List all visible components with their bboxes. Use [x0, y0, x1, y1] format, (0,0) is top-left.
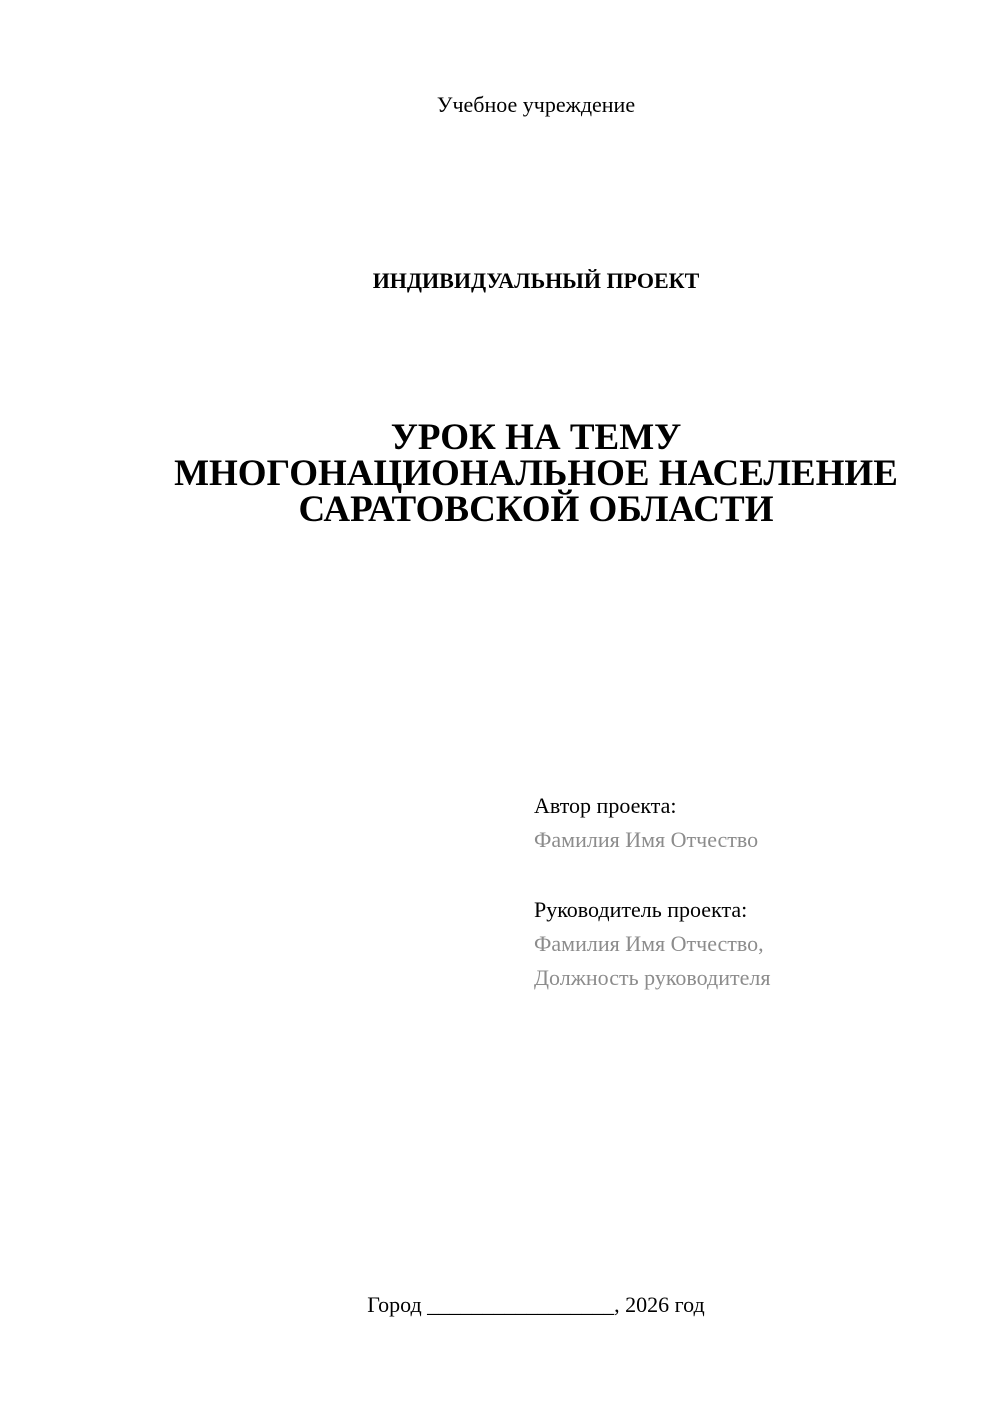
- city-blank: _________________: [427, 1292, 615, 1317]
- title-line-1: УРОК НА ТЕМУ: [390, 417, 682, 458]
- city-year-line: [0, 1291, 1000, 1319]
- document-type: ИНДИВИДУАЛЬНЫЙ ПРОЕКТ: [372, 268, 700, 293]
- title-line-3: САРАТОВСКОЙ ОБЛАСТИ: [298, 489, 774, 530]
- author-name: Фамилия Имя Отчество: [534, 827, 759, 852]
- city-label: Город: [367, 1292, 422, 1317]
- supervisor-name: Фамилия Имя Отчество,: [534, 931, 764, 956]
- title-line-2: МНОГОНАЦИОНАЛЬНОЕ НАСЕЛЕНИЕ: [174, 453, 898, 494]
- people-block: [534, 789, 974, 995]
- supervisor-label: Руководитель проекта:: [534, 897, 748, 922]
- supervisor-position: Должность руководителя: [534, 965, 771, 990]
- year-text: , 2026 год: [614, 1292, 705, 1317]
- project-title: [0, 417, 1000, 530]
- institution-name: Учебное учреждение: [436, 92, 636, 117]
- spacer: [534, 857, 974, 893]
- author-label: Автор проекта:: [534, 793, 677, 818]
